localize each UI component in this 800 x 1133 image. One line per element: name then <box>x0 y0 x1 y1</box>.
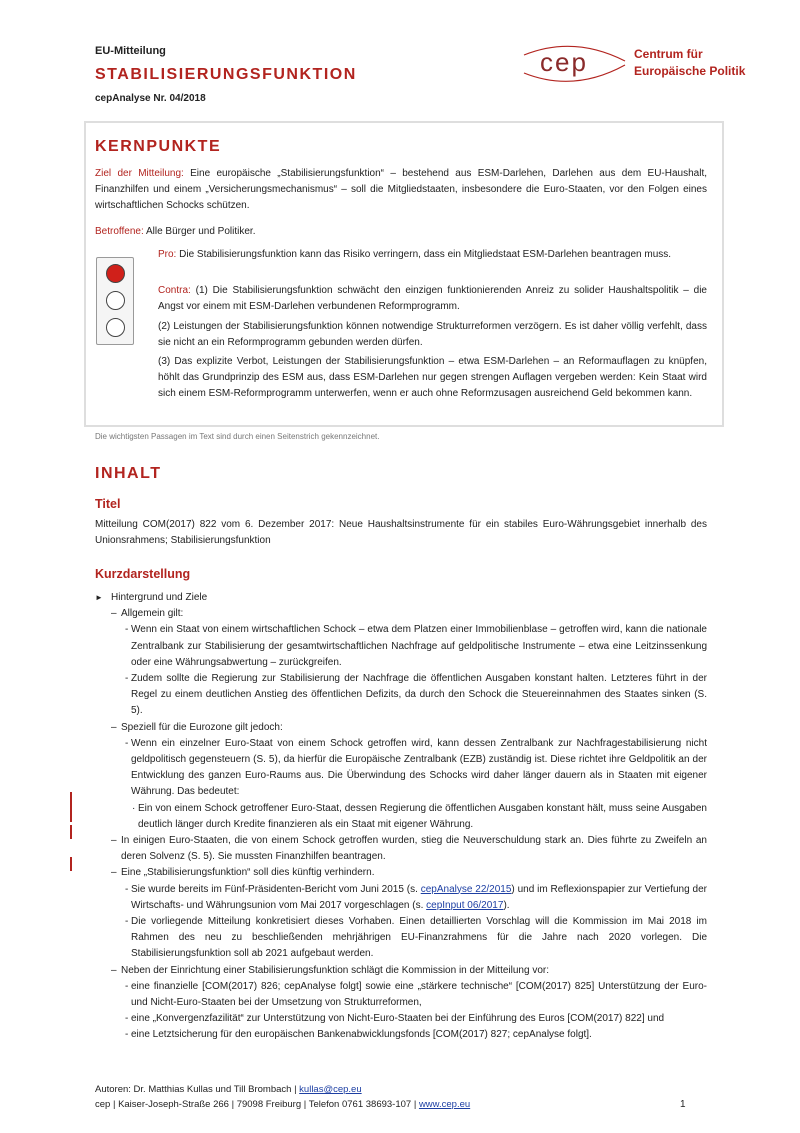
key-points-title: KERNPUNKTE <box>95 138 222 155</box>
logo-line-2: Europäische Politik <box>634 64 746 78</box>
summary-list <box>95 590 707 1044</box>
key-points-contra-2: (2) Leistungen der Stabilisierungsfunktion können notwendige Strukturreformen verzögern. Es ist daher völlig verfehlt, dass sie nicht an ein Reformprogramm gebunden werden dürfen. <box>158 321 707 349</box>
list-item: – Neben der Einrichtung einer Stabilisierungsfunktion schlägt die Kommission in der Mitteilung vor: <box>111 964 549 976</box>
document-title: STABILISIERUNGSFUNKTION <box>95 66 357 83</box>
affected-label: Betroffene: <box>95 226 144 237</box>
key-points-contra-1 <box>158 283 707 315</box>
content-title: INHALT <box>95 465 162 482</box>
website-link[interactable]: www.cep.eu <box>418 1099 471 1110</box>
key-points-goal <box>95 166 707 215</box>
cep-input-link[interactable]: cepInput 06/2017 <box>426 899 504 911</box>
author-email-link[interactable]: kullas@cep.eu <box>299 1084 362 1095</box>
cep-logo-icon <box>522 43 627 85</box>
cep-analysis-link[interactable]: cepAnalyse 22/2015 <box>420 883 512 895</box>
list-item: - eine „Konvergenzfazilität“ zur Unterstützung von Nicht-Euro-Staaten bei der Einführung des Euros [COM(2017) 822] und <box>125 1013 665 1025</box>
pro-text: Die Stabilisierungsfunktion kann das Risiko verringern, dass ein Mitgliedstaat ESM-Darlehen beantragen muss. <box>176 249 672 260</box>
key-points-contra-3: (3) Das explizite Verbot, Leistungen der Stabilisierungsfunktion – etwa ESM-Darlehen – an Reformauflagen zu knüpfen, höhlt das Grundprinzip des ESM aus, dass ESM-Darlehen nur gegen strengen Auflagen vergeben werden: Kein Staat wird sich einem ESM-Reformprogramm unterwerfen, wenn er auch ohne Reformzusagen ausreichend Geld bekommen kann. <box>158 356 707 400</box>
list-item: – Speziell für die Eurozone gilt jedoch: <box>111 721 283 733</box>
margin-marker <box>70 857 72 871</box>
traffic-light-icon <box>96 257 134 345</box>
list-item: - Wenn ein Staat von einem wirtschaftlichen Schock – etwa dem Platzen einer Immobilienblase – getroffen wird, kann die nationale Zentralbank zur Stabilisierung der gesamtwirtschaftlichen Nachfrage auf geldpolitische Instrumente – etwa eine Leitzinssenkung oder eine Währungsabwertung – zurückgreifen. <box>125 624 707 668</box>
list-item: – Eine „Stabilisierungsfunktion“ soll dies künftig verhindern. <box>111 867 375 879</box>
title-heading: Titel <box>95 497 121 511</box>
summary-heading: Kurzdarstellung <box>95 567 191 581</box>
list-item: - Wenn ein einzelner Euro-Staat von einem Schock getroffen wird, kann dessen Zentralbank zur Nachfragestabilisierung nicht geldpolitisch gegensteuern (S. 5), da hierfür die Europäische Zentralbank (EZB) zuständig ist. Diese richtet ihre Geldpolitik an der Entwicklung des ganzen Euro-Raums aus. Die Überwindung des Schocks wird daher länger dauern als in Staaten mit eigener Währung. Das bedeutet: <box>125 737 707 798</box>
key-points-affected <box>95 224 707 240</box>
page-number: 1 <box>680 1099 686 1110</box>
footer-authors: Autoren: Dr. Matthias Kullas und Till Brombach | kullas@cep.eu <box>95 1084 362 1095</box>
list-item: - Die vorliegende Mitteilung konkretisiert dieses Vorhaben. Einen detaillierten Vorschlag will die Kommission im Mai 2018 im Rahmen des neu zu beschließenden mehrjährigen EU-Finanzrahmens für die Jahre nach 2020 vorlegen. Die Stabilisierungsfunktion soll ab 2021 aufgebaut werden. <box>125 916 707 960</box>
margin-marker <box>70 792 72 822</box>
red-light-icon <box>106 264 125 283</box>
document-type: EU-Mitteilung <box>95 45 166 57</box>
contra-1-text: (1) Die Stabilisierungsfunktion schwächt den einzigen funktionierenden Anreiz zu solider Haushaltspolitik – die Angst vor einem mit ESM-Darlehen verbundenen Reformprogramm. <box>158 285 707 313</box>
list-item: – In einigen Euro-Staaten, die von einem Schock getroffen wurden, stieg die Neuverschuldung stark an. Dies führte zu Zweifeln an deren Solvenz (S. 5). Sie mussten Finanzhilfen beantragen. <box>111 835 707 863</box>
contra-label: Contra: <box>158 285 191 296</box>
list-item: · Ein von einem Schock getroffener Euro-Staat, dessen Regierung die öffentlichen Ausgaben konstant hält, muss seine Ausgaben deutlich länger durch Kredite finanzieren als ein Staat mit eigener Währung. <box>132 802 707 830</box>
title-text: Mitteilung COM(2017) 822 vom 6. Dezember 2017: Neue Haushaltsinstrumente für ein stabiles Euro-Währungsgebiet innerhalb des Unionsrahmens; Stabilisierungsfunktion <box>95 519 707 547</box>
affected-text: Alle Bürger und Politiker. <box>143 226 256 237</box>
analysis-number: cepAnalyse Nr. 04/2018 <box>95 93 206 104</box>
key-points-note: Die wichtigsten Passagen im Text sind durch einen Seitenstrich gekennzeichnet. <box>95 432 380 441</box>
list-item: – Allgemein gilt: <box>111 608 184 620</box>
goal-text: Eine europäische „Stabilisierungsfunktion“ – bestehend aus ESM-Darlehen, Darlehen aus dem EU-Haushalt, Finanzhilfen und einem „Versicherungsmechanismus“ – soll die Mitgliedstaaten, insbesondere die Euro-Staaten, vor den Folgen eines wirtschaftlichen Schocks schützen. <box>95 168 708 212</box>
logo-text <box>634 46 745 80</box>
logo-line-1: Centrum für <box>634 47 703 61</box>
logo-mark: cep <box>540 47 588 77</box>
green-light-icon <box>106 318 125 337</box>
list-item: ► Hintergrund und Ziele <box>95 592 208 603</box>
list-item: - Zudem sollte die Regierung zur Stabilisierung der Nachfrage die öffentlichen Ausgaben konstant halten. Letzteres führt in der Regel zu einem deutlichen Anstieg des öffentlichen Defizits, da durch den Schock die Steuereinnahmen des Staates sinken (S. 5). <box>125 673 707 717</box>
pro-label: Pro: <box>158 249 177 260</box>
footer-address: cep | Kaiser-Joseph-Straße 266 | 79098 Freiburg | Telefon 0761 38693-107 | www.cep.eu <box>95 1099 471 1110</box>
goal-label: Ziel der Mitteilung: <box>95 168 184 179</box>
key-points-pro <box>158 247 707 263</box>
list-item: - Sie wurde bereits im Fünf-Präsidenten-Bericht vom Juni 2015 (s. cepAnalyse 22/2015) und im Reflexionspapier zur Vertiefung der Wirtschafts- und Währungsunion vom Mai 2017 vorgeschlagen (s. cepInput 06/2017). <box>125 883 707 911</box>
list-item: - eine Letztsicherung für den europäischen Bankenabwicklungsfonds [COM(2017) 827; cepAnalyse folgt]. <box>125 1029 592 1041</box>
margin-marker <box>70 825 72 839</box>
list-item: - eine finanzielle [COM(2017) 826; cepAnalyse folgt] sowie eine „stärkere technische“ [COM(2017) 825] Unterstützung der Euro- und Nicht-Euro-Staaten bei der Umsetzung von Strukturreformen, <box>125 980 707 1009</box>
amber-light-icon <box>106 291 125 310</box>
